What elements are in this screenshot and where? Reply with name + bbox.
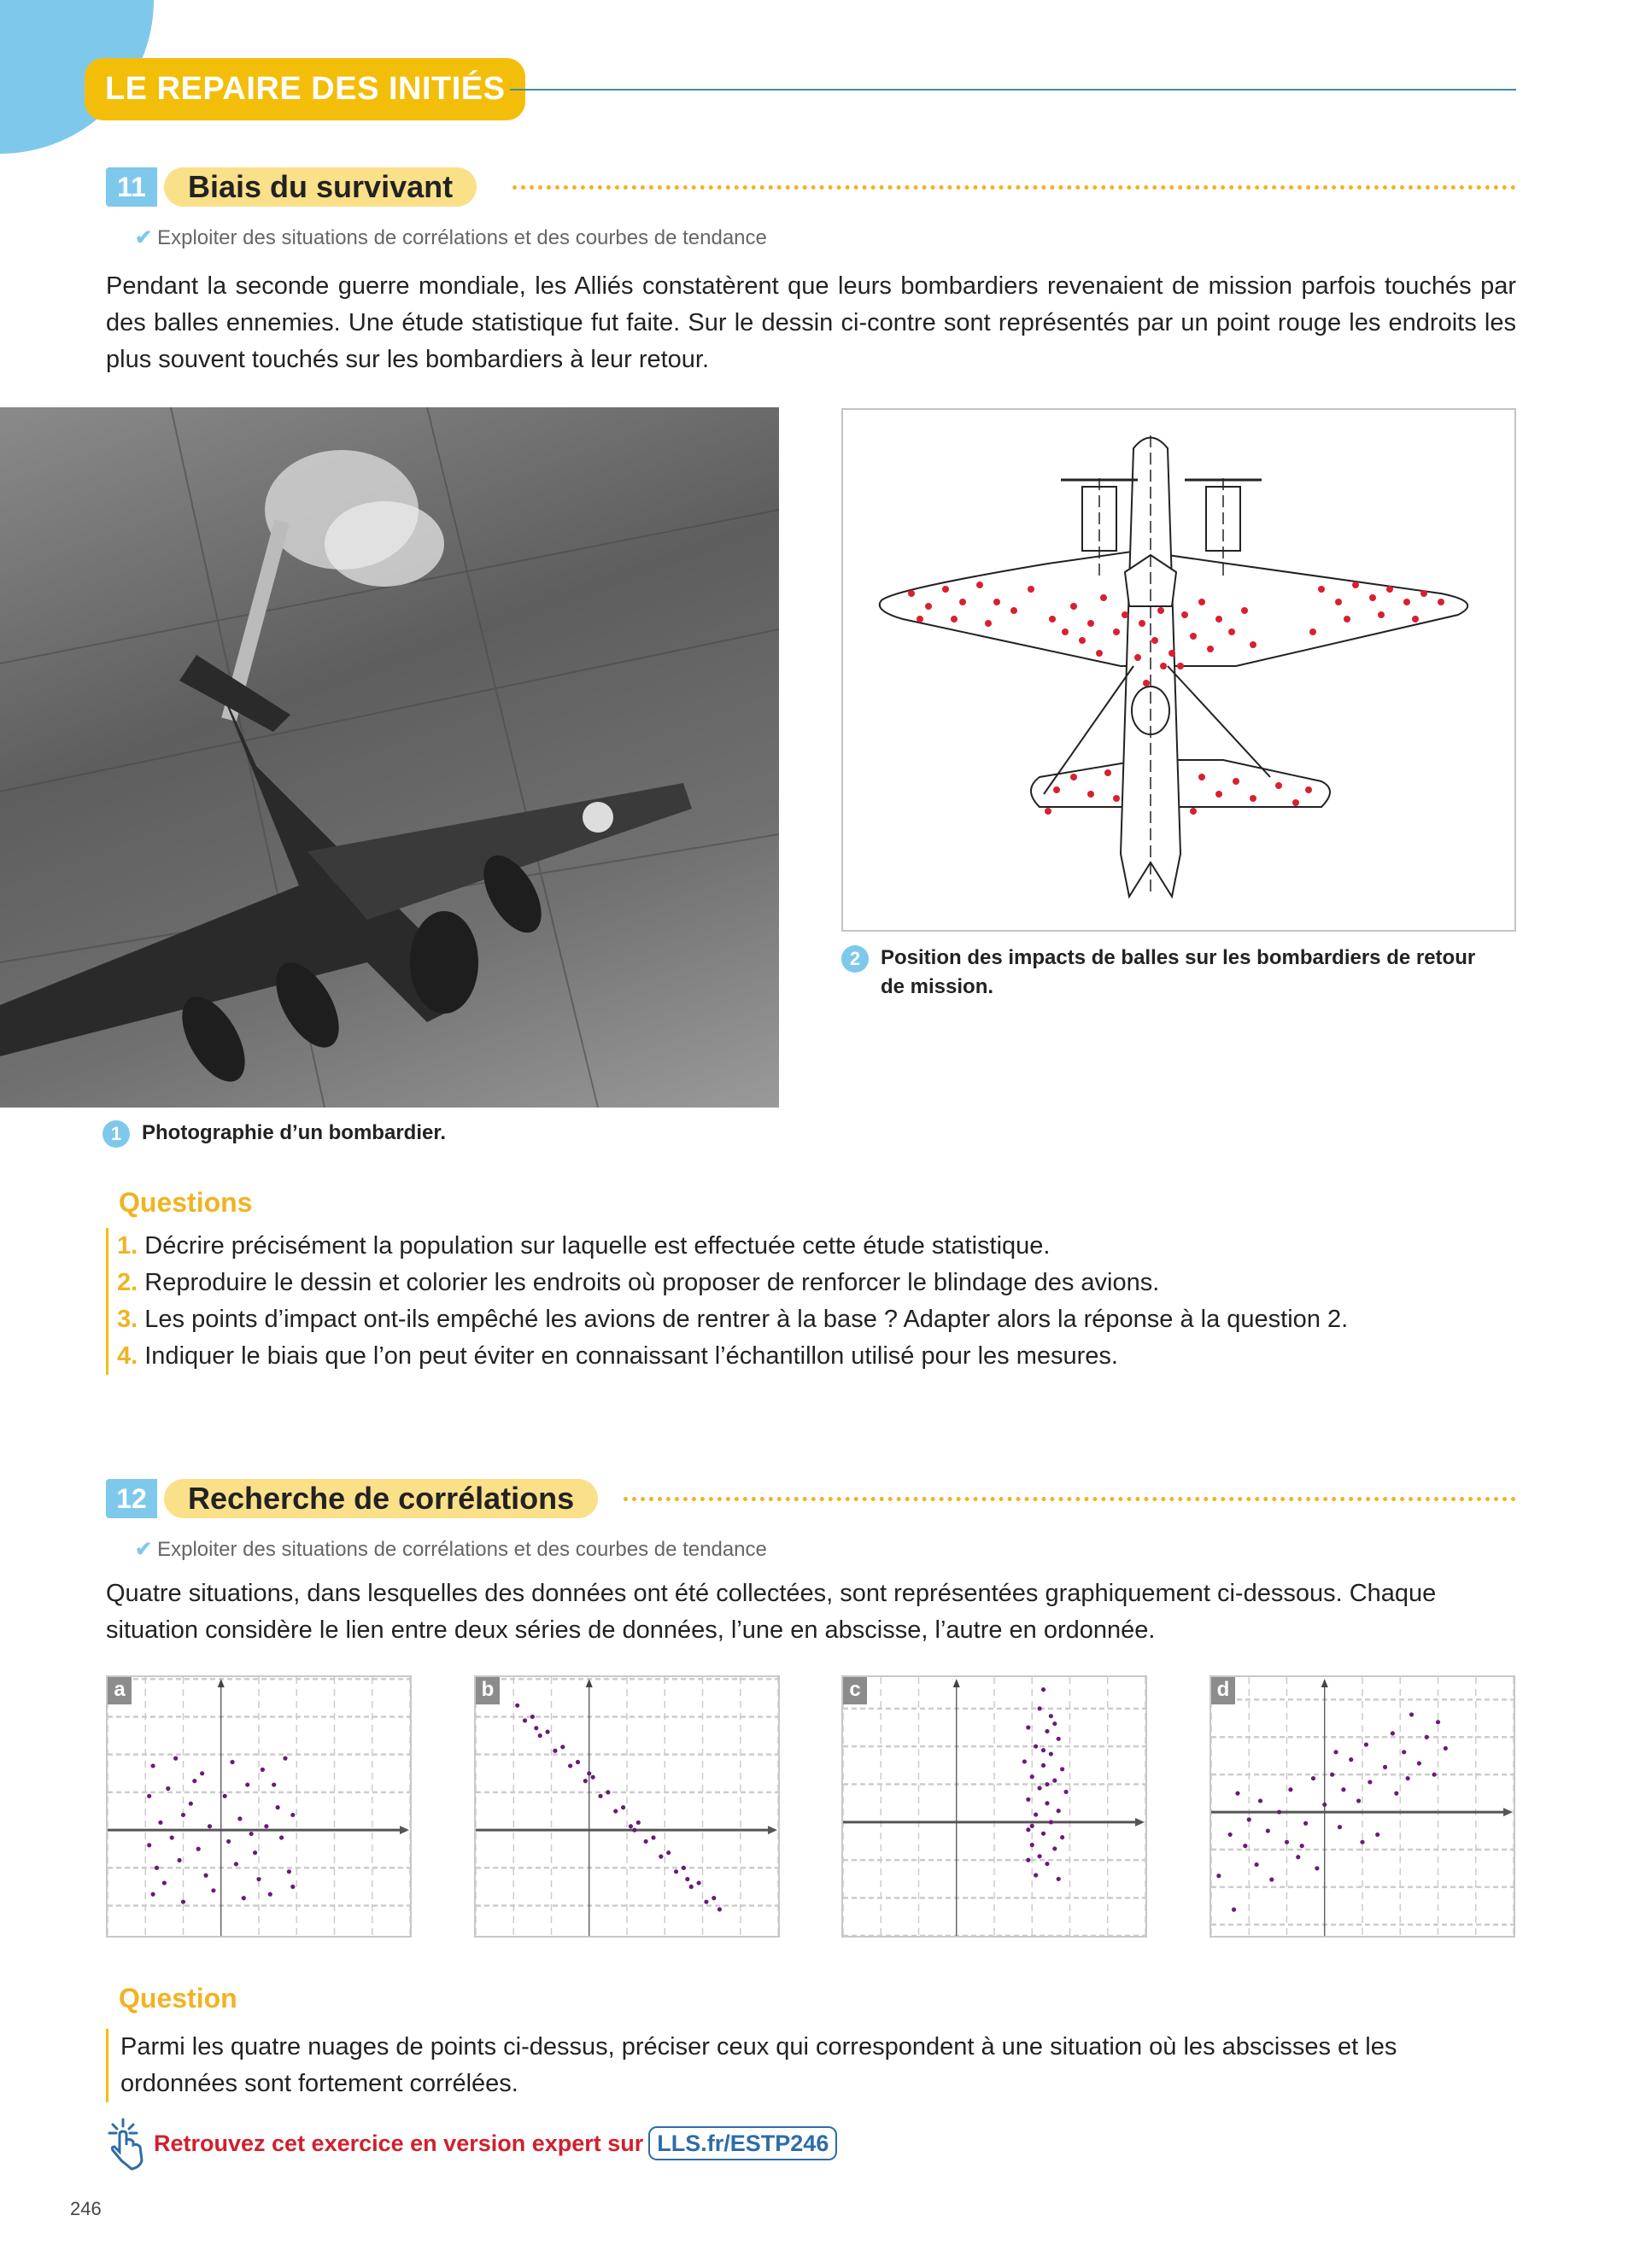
- data-point: [1285, 1840, 1289, 1844]
- data-point: [287, 1869, 291, 1873]
- data-point: [545, 1730, 549, 1734]
- data-point: [1052, 1721, 1057, 1726]
- data-point: [644, 1839, 648, 1844]
- data-point: [696, 1880, 700, 1885]
- objective-text: Exploiter des situations de corrélations et des courbes de tendance: [157, 226, 767, 249]
- questions-list: [106, 1228, 1515, 1375]
- data-point: [621, 1805, 625, 1809]
- data-point: [1417, 1761, 1421, 1765]
- data-point: [279, 1835, 284, 1839]
- data-point: [576, 1760, 580, 1764]
- doc2-caption: [841, 944, 1491, 1002]
- data-point: [1322, 1803, 1327, 1807]
- y-axis-arrow: [586, 1679, 593, 1687]
- data-point: [272, 1782, 276, 1786]
- data-point: [1360, 1840, 1364, 1844]
- question-item: [117, 1301, 1515, 1338]
- data-point: [181, 1900, 185, 1904]
- data-point: [234, 1862, 238, 1866]
- chart-svg: [1211, 1677, 1514, 1936]
- data-point: [192, 1779, 196, 1783]
- question-block: [106, 2029, 1515, 2102]
- data-point: [1364, 1742, 1368, 1746]
- data-point: [1049, 1820, 1053, 1824]
- data-point: [249, 1832, 254, 1836]
- header-divider: [510, 89, 1516, 91]
- data-point: [534, 1726, 538, 1730]
- data-point: [1045, 1729, 1049, 1733]
- data-point: [1243, 1844, 1247, 1848]
- dotted-divider: [512, 185, 1516, 190]
- data-point: [1288, 1787, 1292, 1792]
- data-point: [147, 1794, 151, 1798]
- y-axis-arrow: [1321, 1679, 1328, 1687]
- data-point: [162, 1880, 167, 1885]
- y-axis-arrow: [218, 1679, 225, 1687]
- data-point: [1057, 1737, 1061, 1741]
- data-point: [276, 1805, 280, 1809]
- data-point: [553, 1749, 557, 1753]
- data-point: [685, 1877, 689, 1881]
- data-point: [674, 1869, 678, 1873]
- data-point: [1052, 1779, 1057, 1783]
- chart-label: a: [108, 1677, 132, 1704]
- data-point: [560, 1745, 565, 1749]
- data-point: [1041, 1748, 1046, 1752]
- chart-label: d: [1211, 1677, 1235, 1704]
- data-point: [1041, 1763, 1046, 1768]
- data-point: [1368, 1780, 1372, 1784]
- doc-number-badge: 2: [841, 945, 869, 973]
- data-point: [181, 1813, 185, 1817]
- data-point: [523, 1718, 527, 1722]
- data-point: [1026, 1797, 1030, 1802]
- chart-svg: [843, 1677, 1145, 1936]
- data-point: [268, 1892, 272, 1897]
- question-text: Reproduire le dessin et colorier les endroits où proposer de renforcer le blindage des avions.: [144, 1269, 1160, 1296]
- data-point: [1402, 1750, 1406, 1754]
- data-point: [177, 1858, 181, 1862]
- chart-svg: [108, 1677, 410, 1936]
- data-point: [1057, 1809, 1061, 1813]
- question-number: 1.: [117, 1232, 138, 1260]
- data-point: [659, 1855, 663, 1859]
- data-point: [203, 1873, 208, 1878]
- exercise-title: Biais du survivant: [164, 167, 477, 207]
- data-point: [583, 1779, 588, 1783]
- data-point: [208, 1824, 212, 1828]
- caption-text: Photographie d’un bombardier.: [142, 1121, 447, 1144]
- data-point: [1349, 1757, 1353, 1762]
- data-point: [1425, 1735, 1429, 1739]
- data-point: [1030, 1824, 1034, 1828]
- question-number: 3.: [117, 1306, 138, 1333]
- question-item: [117, 1338, 1515, 1375]
- section-header: LE REPAIRE DES INITIÉS: [85, 58, 525, 120]
- data-point: [196, 1847, 201, 1851]
- data-point: [1228, 1833, 1233, 1837]
- x-axis-arrow: [1503, 1808, 1513, 1816]
- question-item: [117, 1265, 1515, 1301]
- data-point: [1041, 1687, 1046, 1692]
- expert-link-button[interactable]: LLS.fr/ESTP246: [648, 2126, 837, 2160]
- data-point: [606, 1790, 610, 1794]
- data-point: [170, 1835, 174, 1839]
- chart-label: c: [843, 1677, 867, 1704]
- data-point: [226, 1839, 231, 1844]
- data-point: [666, 1850, 671, 1855]
- data-point: [158, 1821, 162, 1825]
- data-point: [1296, 1855, 1300, 1859]
- data-point: [230, 1760, 234, 1764]
- scatter-chart-a: [106, 1675, 412, 1938]
- scatter-chart-c: [841, 1675, 1147, 1938]
- x-axis-arrow: [1135, 1818, 1145, 1827]
- data-point: [530, 1715, 535, 1719]
- scatter-chart-b: [474, 1675, 780, 1938]
- data-point: [636, 1821, 641, 1825]
- doc-number-badge: 1: [102, 1120, 130, 1148]
- data-point: [1022, 1759, 1027, 1763]
- data-point: [1356, 1798, 1361, 1803]
- data-point: [704, 1900, 708, 1904]
- caption-text: Position des impacts de balles sur les bombardiers de retour de mission.: [881, 946, 1476, 998]
- expert-link-text: Retrouvez cet exercice en version expert sur: [154, 2130, 644, 2156]
- exercise-number: 11: [106, 167, 157, 207]
- data-point: [1049, 1751, 1053, 1756]
- data-point: [1383, 1765, 1387, 1769]
- bomber-impact-diagram: [843, 410, 1514, 930]
- data-point: [1034, 1873, 1038, 1877]
- data-point: [242, 1896, 246, 1900]
- data-point: [1432, 1773, 1436, 1777]
- question-heading: Question: [119, 1983, 237, 2014]
- data-point: [290, 1813, 295, 1817]
- impact-diagram: [841, 408, 1516, 932]
- data-point: [200, 1771, 204, 1775]
- data-point: [1269, 1878, 1274, 1882]
- data-point: [1045, 1862, 1049, 1866]
- data-point: [718, 1907, 722, 1911]
- data-point: [253, 1850, 257, 1855]
- data-point: [173, 1757, 178, 1761]
- exercise-title: Recherche de corrélations: [164, 1479, 598, 1518]
- data-point: [264, 1824, 268, 1828]
- data-point: [1030, 1843, 1034, 1847]
- data-point: [261, 1768, 265, 1772]
- data-point: [629, 1824, 633, 1828]
- data-point: [245, 1782, 249, 1786]
- objective: [135, 225, 1502, 250]
- data-point: [1045, 1801, 1049, 1805]
- data-point: [1406, 1776, 1410, 1780]
- data-point: [1315, 1866, 1319, 1870]
- hand-pointer-icon: [106, 2116, 154, 2171]
- intro-paragraph: Quatre situations, dans lesquelles des données ont été collectées, sont représentées graphiquement ci-dessous. Chaque situation considère le lien entre deux séries de données, l’une en abscisse, l’autre en ordonnée.: [106, 1580, 1437, 1644]
- data-point: [290, 1885, 295, 1889]
- data-point: [151, 1763, 155, 1768]
- data-point: [1052, 1846, 1057, 1850]
- data-point: [147, 1843, 151, 1847]
- data-point: [1057, 1877, 1061, 1881]
- data-point: [1338, 1825, 1342, 1829]
- data-point: [1232, 1908, 1236, 1912]
- data-point: [237, 1816, 242, 1821]
- data-point: [689, 1885, 694, 1889]
- intro-paragraph: Pendant la seconde guerre mondiale, les Alliés constatèrent que leurs bombardiers revenaient de mission parfois touchés par des balles ennemies. Une étude statistique fut faite. Sur le dessin ci-contre sont représentés par un point rouge les endroits les plus souvent touchés sur les bombardiers à leur retour.: [106, 272, 1516, 373]
- data-point: [1041, 1832, 1046, 1836]
- data-point: [598, 1794, 602, 1798]
- question-text: Indiquer le biais que l’on peut éviter en connaissant l’échantillon utilisé pour les mesures.: [144, 1342, 1118, 1370]
- data-point: [632, 1828, 636, 1833]
- x-axis-arrow: [768, 1826, 777, 1834]
- x-axis-arrow: [400, 1826, 409, 1834]
- data-point: [1409, 1712, 1414, 1716]
- expert-link-line: [106, 2116, 1131, 2171]
- data-point: [1038, 1706, 1042, 1710]
- data-point: [712, 1896, 716, 1900]
- data-point: [1216, 1873, 1221, 1878]
- data-point: [1026, 1827, 1030, 1832]
- data-point: [1060, 1767, 1064, 1771]
- y-axis-arrow: [953, 1679, 960, 1687]
- data-point: [587, 1771, 591, 1775]
- objective: [135, 1537, 1502, 1562]
- data-point: [1266, 1828, 1270, 1833]
- question-item: [117, 1228, 1515, 1265]
- data-point: [283, 1757, 287, 1761]
- data-point: [1391, 1731, 1395, 1735]
- data-point: [1045, 1782, 1049, 1786]
- bomber-photo-image: [0, 407, 779, 1108]
- data-point: [591, 1775, 595, 1780]
- data-point: [651, 1835, 655, 1839]
- data-point: [1394, 1792, 1398, 1796]
- chart-label: b: [476, 1677, 500, 1704]
- data-point: [1436, 1720, 1440, 1724]
- data-point: [515, 1704, 519, 1708]
- question-text: Parmi les quatre nuages de points ci-dessus, préciser ceux qui correspondent à une situation où les abscisses et les ordonnées sont fortement corrélées.: [120, 2033, 1397, 2097]
- data-point: [166, 1786, 170, 1791]
- data-point: [538, 1733, 542, 1738]
- data-point: [1038, 1786, 1042, 1790]
- doc1-caption: [102, 1119, 786, 1148]
- question-text: Les points d’impact ont-ils empêché les avions de rentrer à la base ? Adapter alors la réponse à la question 2.: [144, 1306, 1349, 1333]
- data-point: [223, 1794, 227, 1798]
- data-point: [1277, 1809, 1281, 1814]
- questions-heading: Questions: [119, 1187, 253, 1218]
- data-point: [1341, 1787, 1345, 1792]
- data-point: [1235, 1792, 1239, 1796]
- check-icon: ✔: [135, 226, 153, 249]
- data-point: [155, 1866, 159, 1870]
- data-point: [1063, 1790, 1068, 1794]
- objective-text: Exploiter des situations de corrélations et des courbes de tendance: [157, 1538, 767, 1561]
- check-icon: ✔: [135, 1538, 153, 1561]
- data-point: [1333, 1750, 1338, 1754]
- question-text: Décrire précisément la population sur laquelle est effectuée cette étude statistique.: [144, 1232, 1051, 1260]
- data-point: [682, 1866, 686, 1870]
- data-point: [1034, 1812, 1038, 1816]
- data-point: [256, 1877, 261, 1881]
- data-point: [1060, 1835, 1064, 1839]
- question-number: 4.: [117, 1342, 138, 1370]
- chart-svg: [476, 1677, 778, 1936]
- data-point: [1247, 1817, 1251, 1821]
- data-point: [1255, 1862, 1259, 1867]
- data-point: [1444, 1746, 1448, 1751]
- data-point: [1049, 1714, 1053, 1718]
- data-point: [613, 1809, 618, 1813]
- data-point: [211, 1888, 215, 1892]
- data-point: [568, 1763, 572, 1768]
- data-point: [1030, 1774, 1034, 1779]
- data-point: [1026, 1858, 1030, 1862]
- data-point: [189, 1802, 193, 1806]
- scatter-chart-d: [1210, 1675, 1515, 1938]
- data-point: [1311, 1776, 1315, 1780]
- question-number: 2.: [117, 1269, 138, 1296]
- data-point: [1026, 1725, 1030, 1729]
- page-number: 246: [70, 2198, 102, 2219]
- data-point: [151, 1892, 155, 1897]
- exercise-number: 12: [106, 1479, 157, 1518]
- data-point: [1375, 1833, 1379, 1837]
- data-point: [1300, 1844, 1304, 1848]
- data-point: [1034, 1745, 1038, 1749]
- data-point: [1330, 1773, 1334, 1777]
- bomber-photograph: [0, 407, 779, 1108]
- data-point: [1303, 1821, 1308, 1826]
- dotted-divider: [624, 1497, 1516, 1501]
- data-point: [1258, 1798, 1262, 1803]
- data-point: [1038, 1854, 1042, 1858]
